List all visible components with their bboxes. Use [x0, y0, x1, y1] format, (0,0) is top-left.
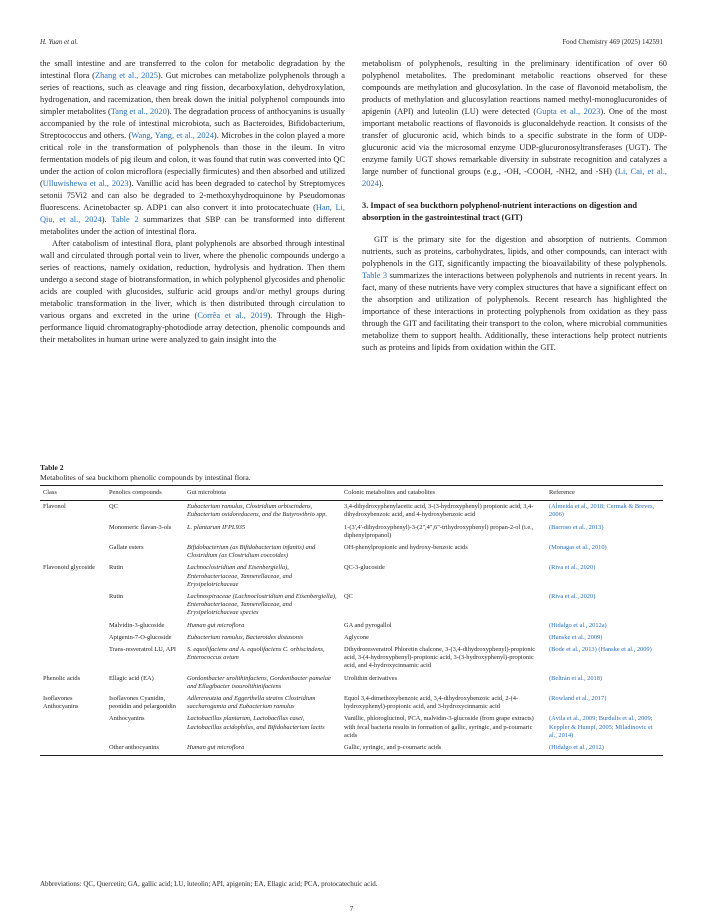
table-row [40, 713, 663, 742]
column-header: Penolics compounds [106, 486, 184, 501]
column-header: Reference [546, 486, 663, 501]
table-row [40, 644, 663, 673]
page-number: 7 [349, 905, 354, 913]
table-abbreviations: Abbreviations: QC, Quercetin; GA, gallic acid; LU, luteolin; API, apigenin; EA, Ellagic acid; PCA, protocatechuic acid. [40, 880, 378, 888]
metabolites-cell: Aglycone [344, 633, 369, 641]
metabolites-cell: Vanillic, phloroglucinol, PCA, malvidin-3-glucoside (from grape extracts) with fecal bacteria results in formation of gallic, syringic, and p-coumaric acids [344, 715, 534, 739]
reference-cell[interactable]: (Hidalgo et al., 2012a) [549, 621, 607, 629]
microbiota-cell: Eubacterium ramulus, Bacteroides distasonis [187, 633, 304, 641]
microbiota-cell: L. plantarum IFPL935 [187, 523, 246, 531]
section-heading: 3. Impact of sea buckthorn polyphenol-nutrient interactions on digestion and absorption in the gastrointestinal tract (GIT) [362, 201, 638, 222]
table-row [40, 562, 663, 591]
table-row [40, 501, 663, 522]
microbiota-cell: Human gut microflora [184, 742, 341, 756]
reference-cell[interactable]: (Barroso et al., 2013) [549, 523, 604, 531]
reference-cell[interactable]: (Monagas et al., 2010) [549, 544, 607, 552]
compound-cell: Other anthocyanins [106, 742, 184, 756]
table-row [40, 620, 663, 632]
metabolites-cell: Gallic, syringic, and p-coumaric acids [341, 742, 546, 756]
compound-cell: Trans-resveratrol LU, API [109, 646, 177, 654]
table-caption [40, 463, 251, 483]
microbiota-cell: Lachnospiraceae (Lachnoclostridium and Eisenbergiella), Enterobacteriaceae, Tannerellaceae, and Erysipelotrichaceae species [187, 593, 337, 617]
compound-cell: Isoflavones Cyanidin, peonidin and pelargonidin [109, 695, 176, 711]
compound-cell: Ellagic acid (EA) [109, 674, 154, 682]
microbiota-cell: Human gut microflora [187, 621, 245, 629]
running-head-authors: H. Yuan et al. [40, 38, 79, 46]
microbiota-cell: Adlercreutzia and Eggerthella strains Clostridium saccharogumia and Eubacterium ramulus [187, 695, 316, 711]
metabolites-cell: Urolithin derivatives [344, 674, 398, 682]
citation-link[interactable]: Zhang et al., 2025 [94, 71, 158, 80]
paragraph: metabolism of polyphenols, resulting in the preliminary identification of over 60 polyphenol metabolites. The predominant metabolic reactions observed for these compounds are methylation and glucosylation. In the case of flavonoid metabolism, the products of methylation and glucosylation reactions named methyl-monoglucuronides of apigenin (API) and luteolin (LU) were detected (Gupta et al., 2023). One of the most important metabolic reactions of flavonoids is gluconaldehyde reaction. It consists of the transfer of glucuronic acid, which binds to a specific substrate in the form of UDP-glucuronic acid via the microsomal enzyme UDP-glucuronosyltransferases (UGT). The enzyme family UGT shows remarkable diversity in substrate recognition and catalyzes a large number of functional groups (e.g., -OH, -COOH, -NH2, and -SH) (Li, Cai, et al., 2024). [362, 59, 667, 188]
reference-cell[interactable]: (Ávila et al., 2009; Burdulis et al., 2009; Keppler & Humpf, 2005; Miladinovic et al., 2014) [549, 715, 653, 739]
compound-cell: Apigenin-7-O-glucoside [109, 633, 172, 641]
class-cell [40, 522, 106, 542]
reference-cell[interactable]: (Beltrán et al., 2018) [549, 674, 603, 682]
compound-cell: QC [109, 503, 118, 511]
table-row [40, 591, 663, 620]
class-cell [40, 620, 106, 632]
table-row [40, 522, 663, 542]
metabolites-cell: QC [344, 593, 353, 601]
table-link[interactable]: Table 3 [362, 271, 388, 280]
running-head-journal: Food Chemistry 469 (2025) 142591 [562, 38, 663, 46]
class-cell [40, 742, 106, 756]
paragraph: the small intestine and are transferred to the colon for metabolic degradation by the intestinal flora (Zhang et al., 2025). Gut microbes can metabolize polyphenols through a series of reactions, such as cleavage and ring fission, decarboxylation, dehydroxylation, hydrogenation, and racemization, then break down the initial polyphenol compounds into simpler metabolites (Tang et al., 2020). The degradation process of anthocyanins is usually accompanied by the role of intestinal microbiota, such as Bacteroides, Bifidobacterium, Streptococcus and others. (Wang, Yang, et al., 2024). Microbes in the colon played a more critical role in the transformation of polyphenols than those in the ileum. In vitro fermentation models of pig ileum and colon, it was found that rutin was converted into QC under the action of colon microflora (especially firmicutes) and then absorbed and utilized (Ulluwishewa et al., 2023). Vanillic acid has been degraded to catechol by Streptomyces setonii 75Vi2 and can also be degraded to 2-methoxyhydroquinone by Pseudomonas fluorescens. Acinetobacter sp. ADP1 can also convert it into protocatechuate (Han, Li, Qiu, et al., 2024). Table 2 summarizes that SBP can be transformed into different metabolites under the action of intestinal flora. [40, 59, 346, 236]
citation-link[interactable]: Tang et al., 2020 [110, 107, 167, 116]
citation-link[interactable]: Han, Li, Qiu, et al., 2024 [40, 203, 345, 224]
compound-cell: Monomeric flavan-3-ols [109, 523, 172, 531]
reference-cell[interactable]: (Rowland et al., 2017) [549, 695, 607, 703]
metabolites-cell: Equol 3,4-dimethoxybenzoic acid, 3,4-dihydroxybenzoic acid, 2-(4-hydroxyphenyl)-propionic acid, and 3-hydroxycinnamic acid [344, 695, 519, 711]
table-row [40, 542, 663, 562]
metabolites-cell: 3,4-dihydroxyphenylacetic acid, 3-(3-hydroxyphenyl) propionic acid, 3,4-dihydroxybenzoic acid, and 4-hydroxybenzoic acid [344, 503, 534, 519]
compound-cell: Malvidin-3-glucoside [109, 621, 165, 629]
metabolites-cell: GA and pyrogallol [344, 621, 392, 629]
class-cell [40, 591, 106, 620]
compound-cell: Rutin [109, 564, 124, 572]
table-row [40, 693, 663, 713]
microbiota-cell: Bifidobacterium (as Bifidobacterium infantis) and Clostridium (as Clostridium coccoides) [187, 544, 316, 560]
compound-cell: Anthocyanins [109, 715, 145, 723]
class-cell: Phenolic acids [43, 674, 81, 682]
citation-link[interactable]: Gupta et al., 2023 [536, 107, 601, 116]
table-link[interactable]: Table 2 [111, 215, 139, 224]
metabolites-cell: 1-(3',4'-dihydroxyphenyl)-3-(2",4",6"-trihydroxyphenyl) propan-2-ol (i.e., diphenylpropanol) [344, 523, 534, 539]
reference-cell[interactable]: (Almeida et al., 2018; Cermak & Breves, 2006) [549, 503, 655, 519]
class-cell: Isoflavones Anthocyanins [43, 695, 79, 711]
left-column [40, 58, 345, 346]
class-cell [40, 542, 106, 562]
paragraph: GIT is the primary site for the digestion and absorption of nutrients. Common nutrients, such as proteins, carbohydrates, lipids, and other compounds, can interact with polyphenols in the GIT, significantly impacting the bioavailability of these polyphenols. Table 3 summarizes the interactions between polyphenols and nutrients in recent years. In fact, many of these nutrients have very complex structures that have a significant effect on the absorption and utilization of polyphenols. Recent research has highlighted the importance of these interactions in protecting polyphenols from oxidation as they pass through the GIT and facilitating their transport to the colon, where microbial communities metabolize them to support health. Additionally, these interactions help protect nutrients such as proteins and lipids from oxidation within the GIT. [362, 235, 667, 352]
microbiota-cell: Gordonibacter urolithinfaciens, Gordonibacter pamelae and Ellagibacter isourolithinifaciens [187, 674, 331, 690]
reference-cell[interactable]: (Hidalgo et al., 2012) [546, 742, 663, 756]
reference-cell[interactable]: (Riva et al., 2020) [549, 564, 596, 572]
table-label: Table 2 [40, 463, 64, 472]
citation-link[interactable]: Li, Cai, et al., 2024 [362, 167, 667, 188]
microbiota-cell: Eubacterium ramulus, Clostridium orbiscindens, Eubacterium oxidoreducens, and the Butyrovibrio spp. [187, 503, 327, 519]
microbiota-cell: Lachnoclostridium and Eisenbergiella), Enterobacteriaceae, Tannerellaceae, and Erysipelotrichaceae [187, 564, 293, 588]
citation-link[interactable]: Corrêa et al., 2019 [197, 311, 268, 320]
reference-cell[interactable]: (Bode et al., 2013) (Hanske et al., 2009) [549, 646, 652, 654]
reference-cell[interactable]: (Riva et al., 2020) [549, 593, 596, 601]
column-header: Class [40, 486, 106, 501]
metabolites-cell: Dihydroresveratrol Phloretin chalcone, 3-(3,4-dihydroxyphenyl)-propionic acid, 3-(4-hydroxyphenyl)-propionic acid, 3-(3-hydroxyphenyl)-propionic acid, and 4-hydroxycinnamic acid [344, 646, 536, 670]
column-header: Gut microbiota [184, 486, 341, 501]
reference-cell[interactable]: (Hanske et al., 2009) [549, 633, 603, 641]
right-column [362, 58, 667, 354]
class-cell [40, 632, 106, 644]
table-row [40, 632, 663, 644]
table-header-row [40, 486, 663, 501]
table-row [40, 673, 663, 693]
table-row [40, 742, 663, 756]
citation-link[interactable]: Ulluwishewa et al., 2023 [42, 179, 129, 188]
table-title: Metabolites of sea buckthorn phenolic compounds by intestinal flora. [40, 473, 251, 482]
class-cell [40, 713, 106, 742]
metabolites-cell: OH-phenylpropionic and hydroxy-benzoic acids [344, 544, 468, 552]
class-cell [40, 644, 106, 673]
class-cell: Flavonol [43, 503, 66, 511]
column-header: Colonic metabolites and catabolites [341, 486, 546, 501]
microbiota-cell: Lactobacillus plantarum, Lactobacillus casei, Lactobacillus acidophilus, and Bifidobacterium lactis [187, 715, 325, 731]
microbiota-cell: S. equolifaciens and A. equolifaciens C. orbiscindens, Enterococcus avium [187, 646, 325, 662]
metabolites-table [40, 485, 663, 756]
compound-cell: Gallate esters [109, 544, 144, 552]
compound-cell: Rutin [109, 593, 124, 601]
class-cell: Flavonoid glycoside [43, 564, 96, 572]
metabolites-cell: QC-3-glucoside [344, 564, 385, 572]
citation-link[interactable]: Wang, Yang, et al., 2024 [131, 131, 214, 140]
paragraph: After catabolism of intestinal flora, plant polyphenols are absorbed through intestinal wall and circulated through portal vein to liver, where the phenolic compounds undergo a series of reactions, namely oxidation, reduction, hydrolysis and hydration. Then them undergo a second stage of biotransformation, in which polyphenol glycosides and phenolic acids are coupled with glucosides, sulfuric acid groups and/or methyl groups during metabolic transformation in the liver, which is then distributed through circulation to various organs and excreted in the urine (Corrêa et al., 2019). Through the High-performance liquid chromatography-photodiode array detection, phenolic compounds and their metabolites in human urine were analyzed to gain insight into the [40, 239, 345, 344]
